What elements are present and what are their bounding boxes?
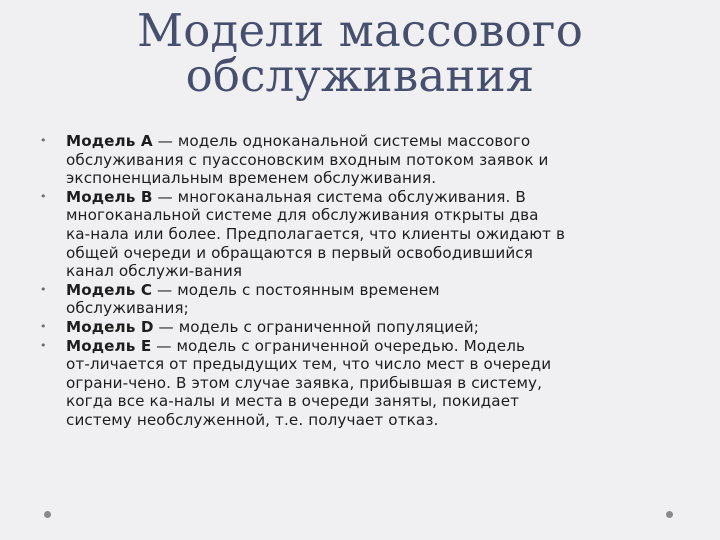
bullet-term: Модель A <box>66 132 153 150</box>
bullet-line: — многоканальная система обслуживания. В <box>152 187 526 206</box>
bullet-dot-icon: • <box>40 282 47 296</box>
bullet-line: ка-нала или более. Предполагается, что клиенты ожидают в <box>66 224 566 243</box>
slide-title-line-2: обслуживания <box>185 49 535 102</box>
bullet-term: Модель B <box>66 187 153 206</box>
bullet-line: канал обслужи-вания <box>66 262 243 281</box>
bullet-text <box>66 132 690 188</box>
bullet-line: — модель с ограниченной популяцией; <box>153 317 479 336</box>
bullet-item-model-d <box>40 318 690 337</box>
bullet-term: Модель D <box>66 317 154 336</box>
bullet-line: систему необслуженной, т.е. получает отказ. <box>66 410 439 429</box>
bullet-text <box>66 337 690 430</box>
bullet-line: общей очереди и обращаются в первый освободившийся <box>66 243 533 262</box>
bullet-dot-icon: • <box>40 189 47 203</box>
slide-title <box>60 4 660 102</box>
bullet-line: — модель с ограниченной очередью. Модель <box>151 336 526 355</box>
bullet-line: обслуживания с пуассоновским входным потоком заявок и <box>66 150 549 169</box>
bullet-text <box>66 281 690 318</box>
bullet-line: экспоненциальным временем обслуживания. <box>66 169 437 188</box>
decorative-dot-icon <box>44 511 51 518</box>
bullet-text <box>66 188 690 281</box>
bullet-item-model-e <box>40 337 690 430</box>
bullet-dot-icon: • <box>40 338 47 352</box>
bullet-dot-icon: • <box>40 319 47 333</box>
bullet-list <box>40 132 690 430</box>
bullet-text <box>66 318 690 337</box>
bullet-line: от-личается от предыдущих тем, что число мест в очереди <box>66 355 552 374</box>
bullet-line: — модель с постоянным временем <box>152 280 440 299</box>
bullet-line: ограни-чено. В этом случае заявка, прибывшая в систему, <box>66 373 543 392</box>
bullet-line: многоканальной системе для обслуживания открыты два <box>66 206 539 225</box>
bullet-line: когда все ка-налы и места в очереди заняты, покидает <box>66 392 520 411</box>
slide-title-line-1: Модели массового <box>136 4 583 57</box>
bullet-term: Модель C <box>66 280 153 299</box>
bullet-term: Модель E <box>66 336 152 355</box>
decorative-dot-icon <box>666 511 673 518</box>
bullet-item-model-a <box>40 132 690 188</box>
bullet-item-model-b <box>40 188 690 281</box>
bullet-item-model-c <box>40 281 690 318</box>
bullet-line: — модель одноканальной системы массового <box>152 132 531 150</box>
bullet-dot-icon: • <box>40 134 47 147</box>
bullet-line: обслуживания; <box>66 299 189 318</box>
